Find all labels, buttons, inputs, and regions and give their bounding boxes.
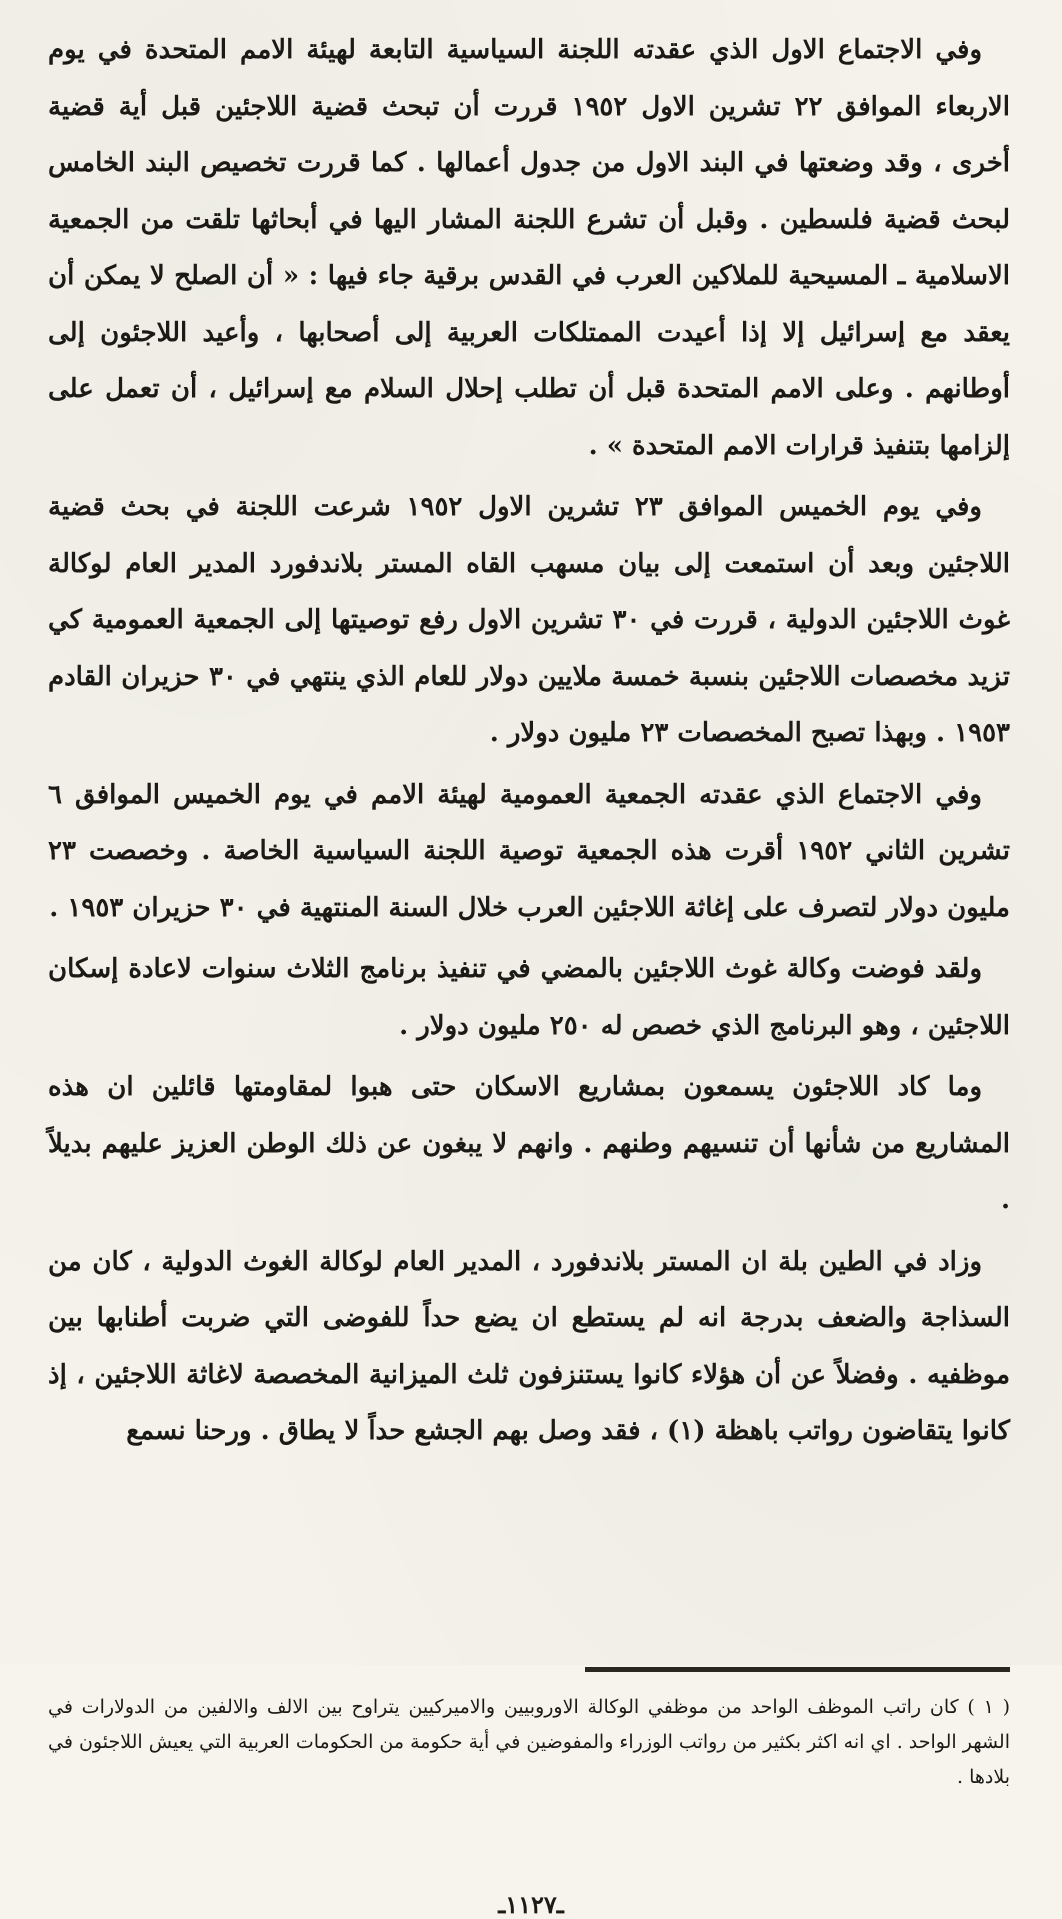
paragraph: ولقد فوضت وكالة غوث اللاجئين بالمضي في تنفيذ برنامج الثلاث سنوات لاعادة إسكان اللاجئين ، وهو البرنامج الذي خصص له ٢٥٠ مليون دولار .: [48, 954, 1010, 1041]
paragraph: وفي الاجتماع الذي عقدته الجمعية العمومية لهيئة الامم في يوم الخميس الموافق ٦ تشرين الثاني ١٩٥٢ أقرت هذه الجمعية توصية اللجنة السياسية الخاصة . وخصصت ٢٣ مليون دولار لتصرف على إغاثة اللاجئين العرب خلال السنة المنتهية في ٣٠ حزيران ١٩٥٣ .: [48, 779, 1010, 923]
main-text-body: [48, 22, 1010, 1460]
page-number: ـ١١٢٧ـ: [498, 1890, 564, 1919]
paragraph: وزاد في الطين بلة ان المستر بلاندفورد ، المدير العام لوكالة الغوث الدولية ، كان من السذاجة والضعف بدرجة انه لم يستطع ان يضع حداً للفوضى التي ضربت أطنابها بين موظفيه . وفضلاً عن أن هؤلاء كانوا يستنزفون ثلث الميزانية المخصصة لاغاثة اللاجئين ، إذ كانوا يتقاضون رواتب باهظة (١) ، فقد وصل بهم الجشع حداً لا يطاق . ورحنا نسمع: [48, 1246, 1010, 1446]
paragraph: وفي الاجتماع الاول الذي عقدته اللجنة السياسية التابعة لهيئة الامم المتحدة في يوم الاربعاء الموافق ٢٢ تشرين الاول ١٩٥٢ قررت أن تبحث قضية اللاجئين قبل أية قضية أخرى ، وقد وضعتها في البند الاول من جدول أعمالها . كما قررت تخصيص البند الخامس لبحث قضية فلسطين . وقبل أن تشرع اللجنة المشار اليها في أبحاثها تلقت من الجمعية الاسلامية ـ المسيحية للملاكين العرب في القدس برقية جاء فيها : « أن الصلح لا يمكن أن يعقد مع إسرائيل إلا إذا أعيدت الممتلكات العربية إلى أصحابها ، وأعيد اللاجئون إلى أوطانهم . وعلى الامم المتحدة قبل أن تطلب إحلال السلام مع إسرائيل ، أن تعمل على إلزامها بتنفيذ قرارات الامم المتحدة » .: [48, 35, 1010, 461]
paragraph: وفي يوم الخميس الموافق ٢٣ تشرين الاول ١٩٥٢ شرعت اللجنة في بحث قضية اللاجئين وبعد أن استمعت إلى بيان مسهب القاه المستر بلاندفورد المدير العام لوكالة غوث اللاجئين الدولية ، قررت في ٣٠ تشرين الاول رفع توصيتها إلى الجمعية العمومية كي تزيد مخصصات اللاجئين بنسبة خمسة ملايين دولار للعام الذي ينتهي في ٣٠ حزيران القادم ١٩٥٣ . وبهذا تصبح المخصصات ٢٣ مليون دولار .: [48, 492, 1010, 748]
paragraph: وما كاد اللاجئون يسمعون بمشاريع الاسكان حتى هبوا لمقاومتها قائلين ان هذه المشاريع من شأنها أن تنسيهم وطنهم . وانهم لا يبغون عن ذلك الوطن العزيز عليهم بديلاً .: [48, 1072, 1010, 1215]
footnote-divider: [585, 1667, 1010, 1672]
footnote: [48, 1690, 1010, 1795]
footnote-text: ( ١ ) كان راتب الموظف الواحد من موظفي الوكالة الاوروبيين والاميركيين يتراوح بين الالف والالفين من الدولارات في الشهر الواحد . اي انه اكثر بكثير من رواتب الوزراء والمفوضين في أية حكومة من الحكومات العربية التي يعيش اللاجئون في بلادها .: [48, 1696, 1010, 1788]
